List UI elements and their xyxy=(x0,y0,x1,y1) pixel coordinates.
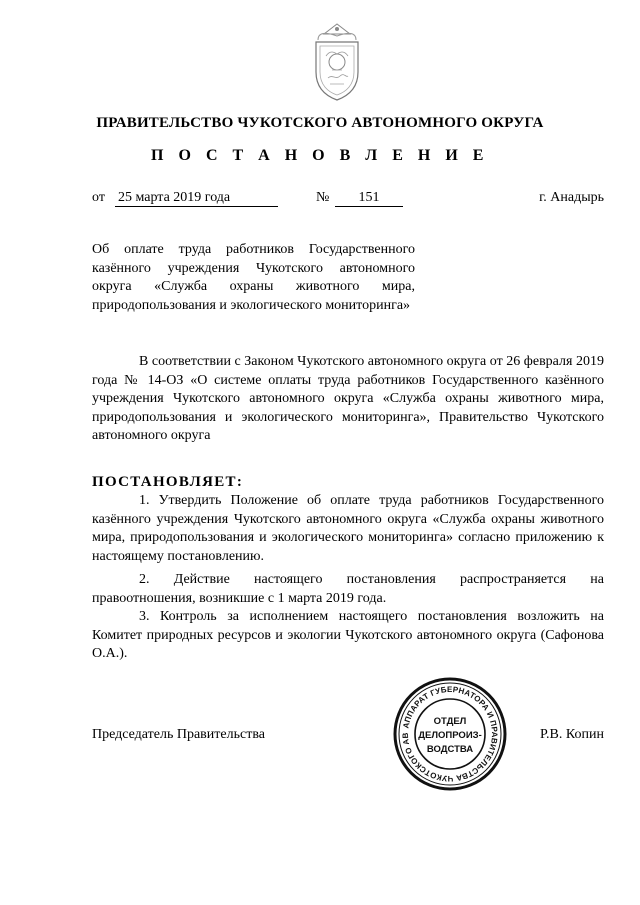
government-title: ПРАВИТЕЛЬСТВО ЧУКОТСКОГО АВТОНОМНОГО ОКРУГА xyxy=(96,115,544,131)
signatory-title: Председатель Правительства xyxy=(92,727,265,742)
clause-1: 1. Утвердить Положение об оплате труда работников Государственного казённого учреждения Чукотского автономного округа «Служба охраны животного мира, природопользования и экологического мониторинга» согласно приложению к настоящему постановлению. xyxy=(92,493,604,564)
document-city: г. Анадырь xyxy=(539,190,604,205)
document-subject: Об оплате труда работников Государственного казённого учреждения Чукотского автономного округа «Служба охраны животного мира, природопользования и экологического мониторинга» xyxy=(92,242,415,313)
coat-of-arms-icon xyxy=(302,20,372,104)
document-date: 25 марта 2019 года xyxy=(115,190,278,207)
svg-text:ВОДСТВА: ВОДСТВА xyxy=(426,744,474,755)
svg-text:АППАРАТ ГУБЕРНАТОРА И ПРАВИТЕЛ: АППАРАТ ГУБЕРНАТОРА И ПРАВИТЕЛЬСТВА ЧУКОТСКОГО АВ xyxy=(400,684,500,784)
stamp-seal-icon xyxy=(392,676,508,792)
document-number: 151 xyxy=(335,190,403,207)
signatory-name: Р.В. Копин xyxy=(540,727,604,742)
clause-2: 2. Действие настоящего постановления распространяется на правоотношения, возникшие с 1 марта 2019 года. xyxy=(92,572,604,606)
svg-text:ДЕЛОПРОИЗ-: ДЕЛОПРОИЗ- xyxy=(418,730,482,741)
date-prefix: от xyxy=(92,190,105,205)
coat-of-arms-emblem xyxy=(302,20,372,104)
preamble-paragraph: В соответствии с Законом Чукотского автономного округа от 26 февраля 2019 года № 14-ОЗ «О системе оплаты труда работников Государственного казённого учреждения Чукотского автономного округа «Служба охраны животного мира, природопользования и экологического мониторинга», Правительство Чукотского автономного округа xyxy=(92,354,604,443)
resolves-heading: ПОСТАНОВЛЯЕТ: xyxy=(92,474,244,490)
document-type-title: П О С Т А Н О В Л Е Н И Е xyxy=(151,147,489,164)
official-stamp xyxy=(392,676,508,792)
svg-text:ОТДЕЛ: ОТДЕЛ xyxy=(433,716,467,727)
number-prefix: № xyxy=(316,190,330,205)
document-meta-row xyxy=(92,190,604,210)
clause-3: 3. Контроль за исполнением настоящего постановления возложить на Комитет природных ресурсов и экологии Чукотского автономного округа (Сафонова О.А.). xyxy=(92,609,604,661)
